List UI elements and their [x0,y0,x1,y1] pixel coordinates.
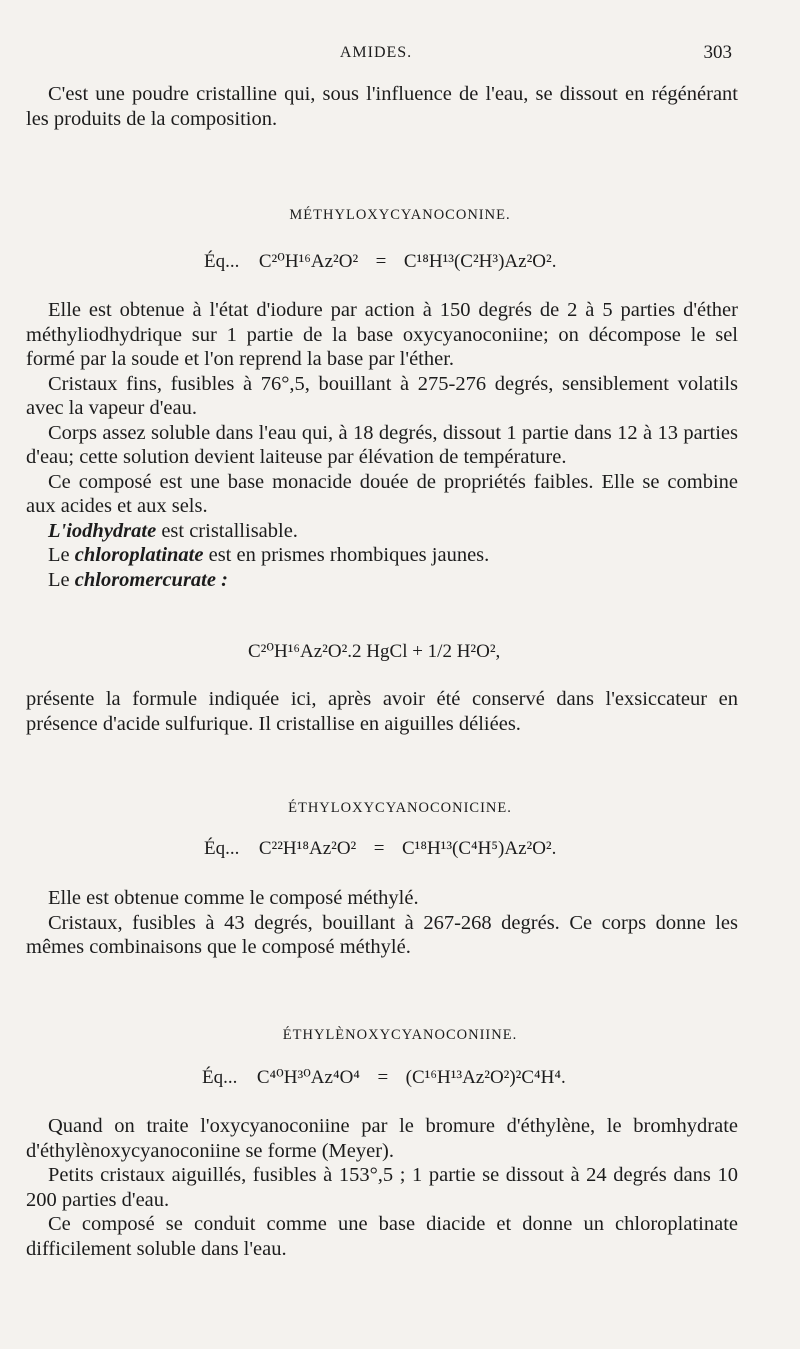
section-heading-methyl: MÉTHYLOXYCYANOCONINE. [289,207,511,223]
formula-chloromercurate: C²⁰H¹⁶Az²O².2 HgCl + 1/2 H²O², [248,641,501,662]
equation-methyl [204,250,556,273]
page-number: 303 [703,42,732,63]
equation-rhs: C¹⁸H¹³(C²H³)Az²O². [403,251,557,272]
paragraph: Quand on traite l'oxycyanoconiine par le bromure d'éthylène, le bromhydrate d'éthylènoxycyanoconiine se forme (Meyer). [26,1115,738,1162]
equation-lhs: C⁴⁰H³⁰Az⁴O⁴ [256,1067,360,1088]
paragraph: Petits cristaux aiguillés, fusibles à 153°,5 ; 1 partie se dissout à 24 degrés dans 10 200 parties d'eau. [26,1164,738,1211]
paragraph: Ce composé se conduit comme une base diacide et donne un chloroplatinate difficilement soluble dans l'eau. [26,1213,738,1260]
equation-ethyl [204,838,556,860]
paragraph [26,568,738,593]
section-heading-ethylene: ÉTHYLÈNOXYCYANOCONIINE. [282,1027,518,1043]
running-head [20,44,732,70]
section2-body [26,886,738,960]
section-heading-ethyl: ÉTHYLOXYCYANOCONICINE. [288,800,512,816]
equation-lhs: C²⁰H¹⁶Az²O² [258,251,359,272]
paragraph: Elle est obtenue à l'état d'iodure par action à 150 degrés de 2 à 5 parties d'éther méthyliodhydrique sur 1 partie de la base oxycyanoconiine; on décompose le sel formé par la soude et l'on reprend la base par l'éther. [26,299,738,370]
text-span: Le [48,544,75,566]
paragraph: Elle est obtenue comme le composé méthylé. [48,887,419,909]
equation-sign: = [375,251,387,272]
paragraph: Ce composé est une base monacide douée de propriétés faibles. Elle se combine aux acides et aux sels. [26,470,738,517]
section1-tail [26,687,738,736]
paragraph [26,519,738,544]
equation-sign: = [377,1067,389,1088]
equation-label: Éq... [204,251,240,272]
intro-paragraph [26,82,738,131]
text-span: est en prismes rhombiques jaunes. [203,544,490,566]
running-title: AMIDES. [339,44,413,61]
italic-term: chloroplatinate [74,544,204,566]
italic-term: L'iodhydrate [48,519,157,542]
section1-body [26,298,738,592]
paragraph: Cristaux, fusibles à 43 degrés, bouillant à 267-268 degrés. Ce corps donne les mêmes combinaisons que le composé méthylé. [26,911,738,958]
text-span: Le [48,568,75,591]
equation-label: Éq... [202,1067,238,1088]
paragraph: Corps assez soluble dans l'eau qui, à 18 degrés, dissout 1 partie dans 12 à 13 parties d'eau; cette solution devient laiteuse par élévation de température. [26,421,738,468]
equation-lhs: C²²H¹⁸Az²O² [258,838,357,859]
section3-body [26,1114,738,1261]
paragraph: présente la formule indiquée ici, après avoir été conservé dans l'exsiccateur en présence d'acide sulfurique. Il cristallise en aiguilles déliées. [26,688,738,735]
text-span: est cristallisable. [156,519,298,542]
paragraph [26,543,738,568]
equation-rhs: C¹⁸H¹³(C⁴H⁵)Az²O². [401,838,557,859]
paragraph: Cristaux fins, fusibles à 76°,5, bouillant à 275-276 degrés, sensiblement volatils avec la vapeur d'eau. [26,372,738,419]
equation-sign: = [373,838,385,859]
italic-term: chloromercurate : [74,568,228,591]
equation-ethylene [202,1066,566,1089]
equation-rhs: (C¹⁶H¹³Az²O²)²C⁴H⁴. [405,1067,566,1088]
equation-label: Éq... [204,838,240,859]
intro-text: C'est une poudre cristalline qui, sous l'influence de l'eau, se dissout en régénérant les produits de la composition. [26,83,738,130]
